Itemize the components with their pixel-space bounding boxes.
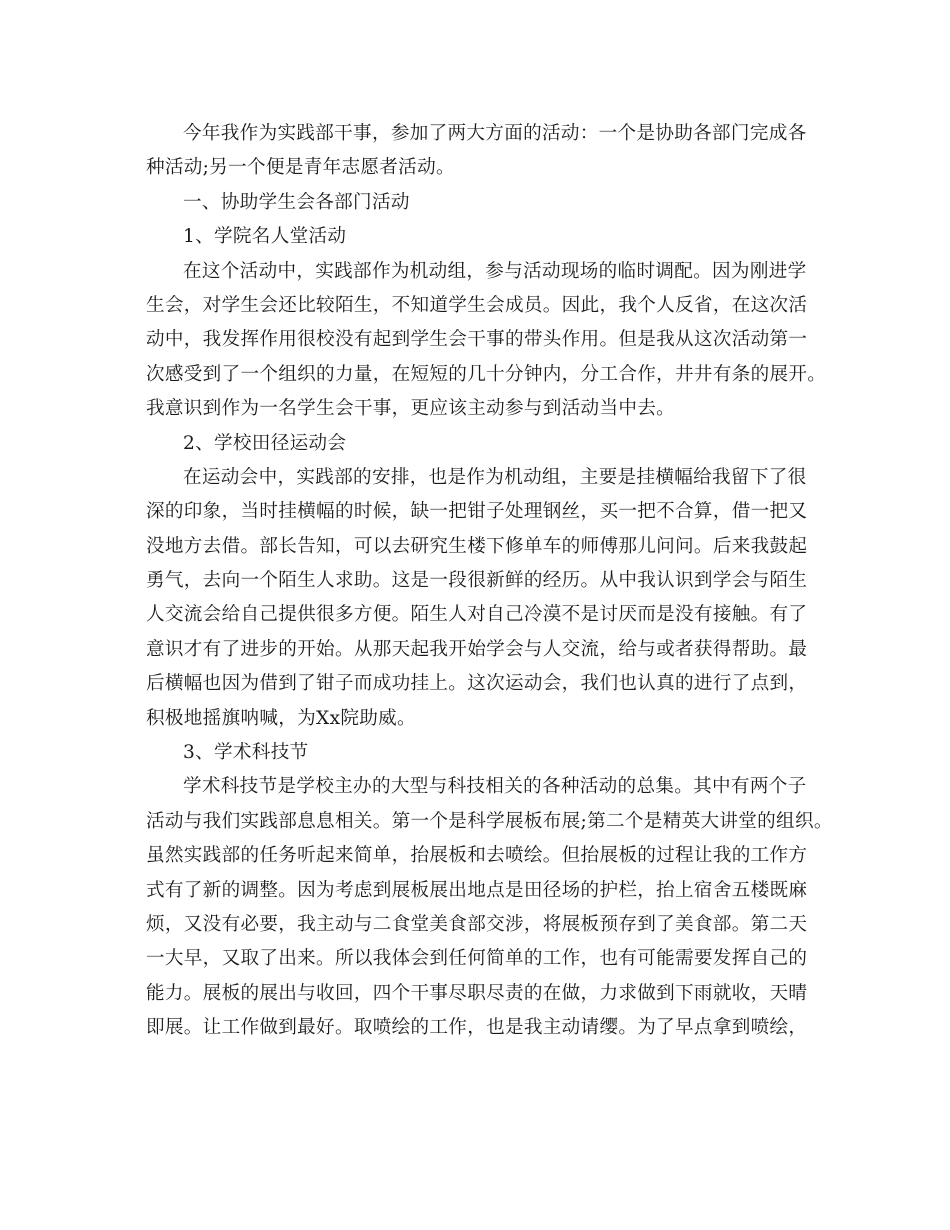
paragraph-line: 能力。展板的展出与收回，四个干事尽职尽责的在做，力求做到下雨就收，天晴 xyxy=(146,982,808,1004)
paragraph-line: 生会，对学生会还比较陌生，不知道学生会成员。因此，我个人反省，在这次活 xyxy=(146,294,808,316)
paragraph-line: 虽然实践部的任务听起来简单，抬展板和去喷绘。但抬展板的过程让我的工作方 xyxy=(146,845,808,867)
paragraph-line: 式有了新的调整。因为考虑到展板展出地点是田径场的护栏，抬上宿舍五楼既麻 xyxy=(146,879,808,901)
paragraph-line: 活动与我们实践部息息相关。第一个是科学展板布展;第二个是精英大讲堂的组织。 xyxy=(146,810,833,832)
paragraph-line: 今年我作为实践部干事，参加了两大方面的活动：一个是协助各部门完成各 xyxy=(183,123,807,144)
paragraph-line: 后横幅也因为借到了钳子而成功挂上。这次运动会，我们也认真的进行了点到， xyxy=(146,673,808,695)
paragraph-line: 深的印象，当时挂横幅的时候，缺一把钳子处理钢丝，买一把不合算，借一把又 xyxy=(146,501,808,523)
paragraph-line: 即展。让工作做到最好。取喷绘的工作，也是我主动请缨。为了早点拿到喷绘， xyxy=(146,1017,808,1039)
paragraph-line: 次感受到了一个组织的力量，在短短的几十分钟内，分工合作，井井有条的展开。 xyxy=(146,363,827,385)
paragraph-line: 人交流会给自己提供很多方便。陌生人对自己冷漠不是讨厌而是没有接触。有了 xyxy=(146,604,808,626)
paragraph-line: 勇气，去向一个陌生人求助。这是一段很新鲜的经历。从中我认识到学会与陌生 xyxy=(146,570,808,592)
subsection-heading: 2、学校田径运动会 xyxy=(183,432,347,454)
paragraph-line: 学术科技节是学校主办的大型与科技相关的各种活动的总集。其中有两个子 xyxy=(183,776,807,798)
paragraph-line: 我意识到作为一名学生会干事，更应该主动参与到活动当中去。 xyxy=(146,398,676,420)
subsection-heading: 3、学术科技节 xyxy=(183,742,309,764)
section-heading: 一、协助学生会各部门活动 xyxy=(183,191,410,213)
paragraph-line: 意识才有了进步的开始。从那天起我开始学会与人交流，给与或者获得帮助。最 xyxy=(146,638,808,660)
paragraph-line: 积极地摇旗呐喊，为Xx院助威。 xyxy=(146,707,416,729)
paragraph-line: 在运动会中，实践部的安排，也是作为机动组，主要是挂横幅给我留下了很 xyxy=(183,466,807,488)
paragraph-line: 一大早，又取了出来。所以我体会到任何简单的工作，也有可能需要发挥自己的 xyxy=(146,948,808,970)
paragraph-line: 没地方去借。部长告知，可以去研究生楼下修单车的师傅那儿问问。后来我鼓起 xyxy=(146,535,808,557)
paragraph-line: 动中，我发挥作用很校没有起到学生会干事的带头作用。但是我从这次活动第一 xyxy=(146,329,808,351)
paragraph-line: 烦，又没有必要，我主动与二食堂美食部交涉，将展板预存到了美食部。第二天 xyxy=(146,913,808,935)
paragraph-line: 在这个活动中，实践部作为机动组，参与活动现场的临时调配。因为刚进学 xyxy=(183,260,807,282)
document-body xyxy=(146,117,833,1046)
subsection-heading: 1、学院名人堂活动 xyxy=(183,226,347,248)
paragraph-line: 种活动;另一个便是青年志愿者活动。 xyxy=(146,157,455,179)
